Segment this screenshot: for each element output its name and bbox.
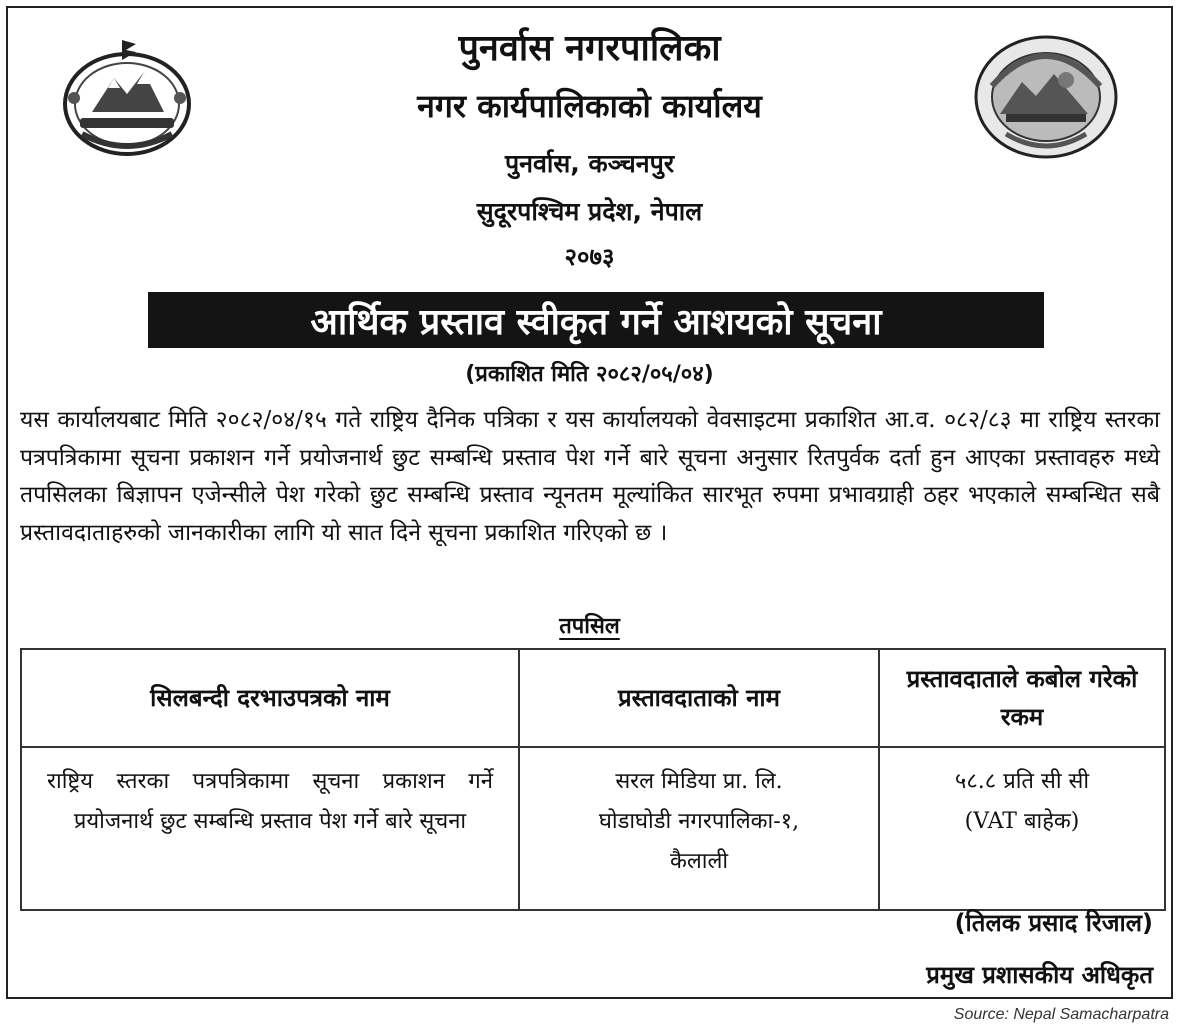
cell-amount: ५८.८ प्रति सी सी (VAT बाहेक) — [879, 747, 1165, 910]
table-caption — [8, 610, 1171, 640]
established-year: २०७३ — [564, 243, 615, 271]
table-header-row — [21, 649, 1165, 747]
cell-tender-name — [21, 747, 519, 910]
table-row — [21, 747, 1165, 910]
cell-bidder: सरल मिडिया प्रा. लि. घोडाघोडी नगरपालिका-१, कैलाली — [519, 747, 879, 910]
notice-body: यस कार्यालयबाट मिति २०८२/०४/१५ गते राष्ट्रिय दैनिक पत्रिका र यस कार्यालयको वेवसाइटमा प्रकाशित आ.व. ०८२/८३ मा राष्ट्रिय स्तरका पत्रपत्रिकामा सूचना प्रकाशन गर्ने प्रयोजनार्थ छुट सम्बन्धि प्रस्ताव पेश गर्ने बारे सूचना अनुसार रितपुर्वक दर्ता हुन आएका प्रस्तावहरु मध्ये तपसिलका बिज्ञापन एजेन्सीले पेश गरेको छुट सम्बन्धि प्रस्ताव न्यूनतम मूल्यांकित सारभूत रुपमा प्रभावग्राही ठहर भएकाले सम्बन्धित सबै प्रस्तावदाताहरुको जानकारीका लागि यो सात दिने सूचना प्रकाशित गरिएको छ । — [20, 407, 1160, 546]
office-location: पुनर्वास, कञ्चनपुर — [504, 149, 675, 178]
published-date: (प्रकाशित मिति २०८२/०५/०४) — [465, 362, 714, 387]
province-country: सुदूरपश्चिम प्रदेश, नेपाल — [476, 197, 703, 226]
source-credit: Source: Nepal Samacharpatra — [953, 1006, 1169, 1023]
municipality-name: पुनर्वास नगरपालिका — [458, 28, 721, 69]
header-bid-amount: प्रस्तावदाताले कबोल गरेको रकम — [879, 649, 1165, 747]
table-caption-text: तपसिल — [559, 614, 620, 639]
public-notice — [6, 6, 1173, 999]
notice-title-banner: आर्थिक प्रस्ताव स्वीकृत गर्ने आशयको सूचना — [148, 292, 1044, 348]
tender-name-text: राष्ट्रिय स्तरका पत्रपत्रिकामा सूचना प्रकाशन गर्ने प्रयोजनार्थ छुट सम्बन्धि प्रस्ताव पेश गर्ने बारे सूचना — [47, 769, 493, 834]
bid-details-table — [20, 648, 1166, 911]
header-bidder-name: प्रस्तावदाताको नाम — [519, 649, 879, 747]
header-tender-name: सिलबन्दी दरभाउपत्रको नाम — [21, 649, 519, 747]
signatory-name: (तिलक प्रसाद रिजाल) — [954, 909, 1153, 937]
office-name: नगर कार्यपालिकाको कार्यालय — [417, 87, 762, 125]
signatory-title: प्रमुख प्रशासकीय अधिकृत — [926, 961, 1153, 989]
